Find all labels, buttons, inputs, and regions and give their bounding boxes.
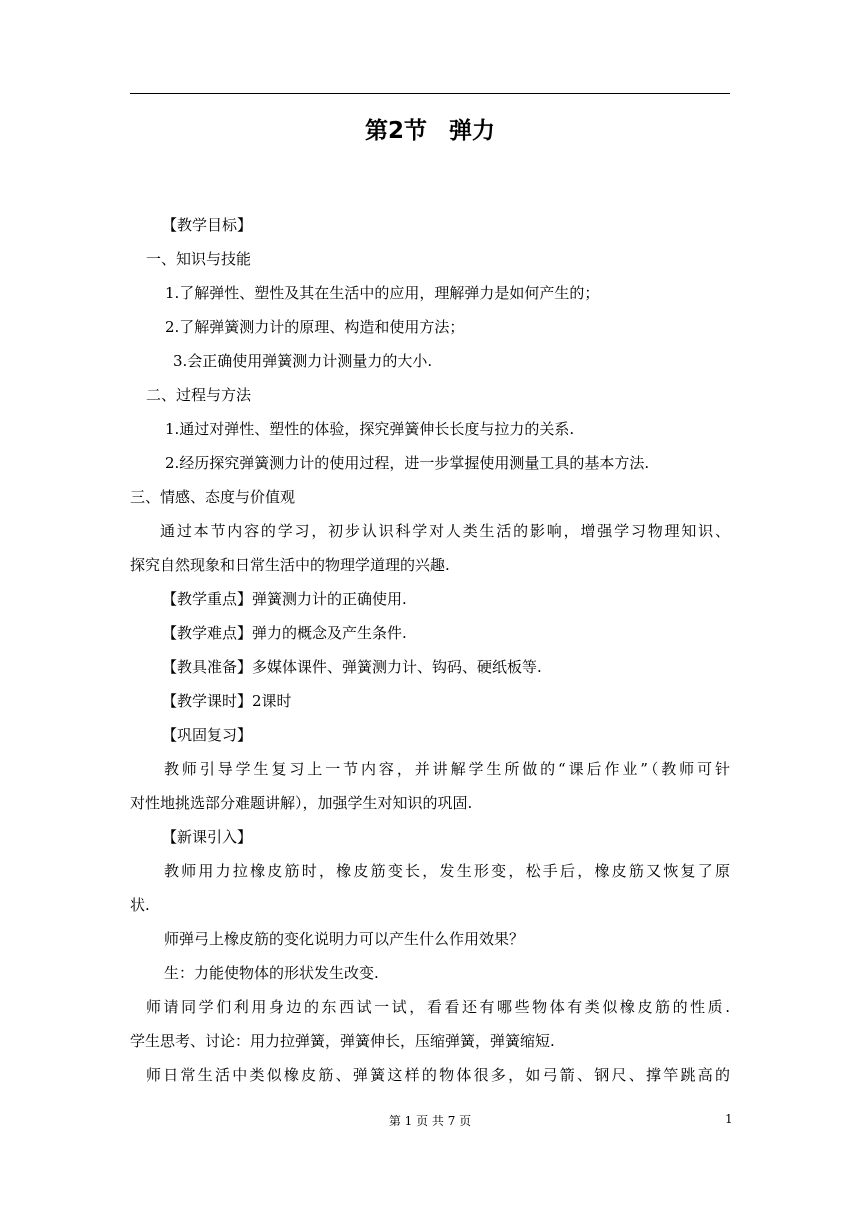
list-item: 1.了解弹性、塑性及其在生活中的应用，理解弹力是如何产生的； — [165, 284, 600, 302]
section-heading-review: 【巩固复习】 — [162, 726, 253, 744]
list-item: 3.会正确使用弹簧测力计测量力的大小. — [173, 352, 433, 370]
title-section-number: 第2节 — [364, 118, 427, 144]
dialogue-line: 师请同学们利用身边的东西试一试，看看还有哪些物体有类似橡皮筋的性质. — [146, 998, 730, 1016]
paragraph-line: 对性地挑选部分难题讲解），加强学生对知识的巩固. — [130, 794, 473, 812]
title-topic: 弹力 — [449, 118, 495, 144]
dialogue-line: 师弹弓上橡皮筋的变化说明力可以产生什么作用效果？ — [164, 930, 525, 948]
subheading-attitudes-values: 三、情感、态度与价值观 — [130, 488, 296, 506]
list-item: 2.经历探究弹簧测力计的使用过程，进一步掌握使用测量工具的基本方法. — [165, 454, 650, 472]
dialogue-line: 师日常生活中类似橡皮筋、弹簧这样的物体很多，如弓箭、钢尺、撑竿跳高的 — [146, 1066, 730, 1084]
dialogue-line: 生：力能使物体的形状发生改变. — [164, 964, 379, 982]
subheading-process-methods: 二、过程与方法 — [146, 386, 252, 404]
list-item: 2.了解弹簧测力计的原理、构造和使用方法； — [165, 318, 465, 336]
section-heading-introduction: 【新课引入】 — [162, 828, 253, 846]
class-hours-line: 【教学课时】2课时 — [162, 692, 292, 710]
header-rule — [130, 93, 730, 94]
paragraph-line: 教师引导学生复习上一节内容，并讲解学生所做的“课后作业”（教师可针 — [164, 760, 730, 778]
key-point-line: 【教学重点】弹簧测力计的正确使用. — [162, 590, 407, 608]
paragraph-line: 教师用力拉橡皮筋时，橡皮筋变长，发生形变，松手后，橡皮筋又恢复了原 — [164, 862, 730, 880]
footer-page-number: 1 — [725, 1112, 733, 1126]
paragraph-line: 通过本节内容的学习，初步认识科学对人类生活的影响，增强学习物理知识、 — [160, 522, 730, 540]
paragraph-line: 状. — [130, 896, 150, 914]
footer-page-info: 第 1 页 共 7 页 — [388, 1114, 472, 1128]
paragraph-line: 探究自然现象和日常生活中的物理学道理的兴趣. — [130, 556, 450, 574]
subheading-knowledge-skills: 一、知识与技能 — [146, 250, 252, 268]
teaching-aids-line: 【教具准备】多媒体课件、弹簧测力计、钩码、硬纸板等. — [162, 658, 542, 676]
page-title — [0, 112, 860, 145]
section-heading-objectives: 【教学目标】 — [162, 216, 253, 234]
difficulty-line: 【教学难点】弹力的概念及产生条件. — [162, 624, 407, 642]
list-item: 1.通过对弹性、塑性的体验，探究弹簧伸长长度与拉力的关系. — [165, 420, 575, 438]
dialogue-line: 学生思考、讨论：用力拉弹簧，弹簧伸长，压缩弹簧，弹簧缩短. — [130, 1032, 555, 1050]
